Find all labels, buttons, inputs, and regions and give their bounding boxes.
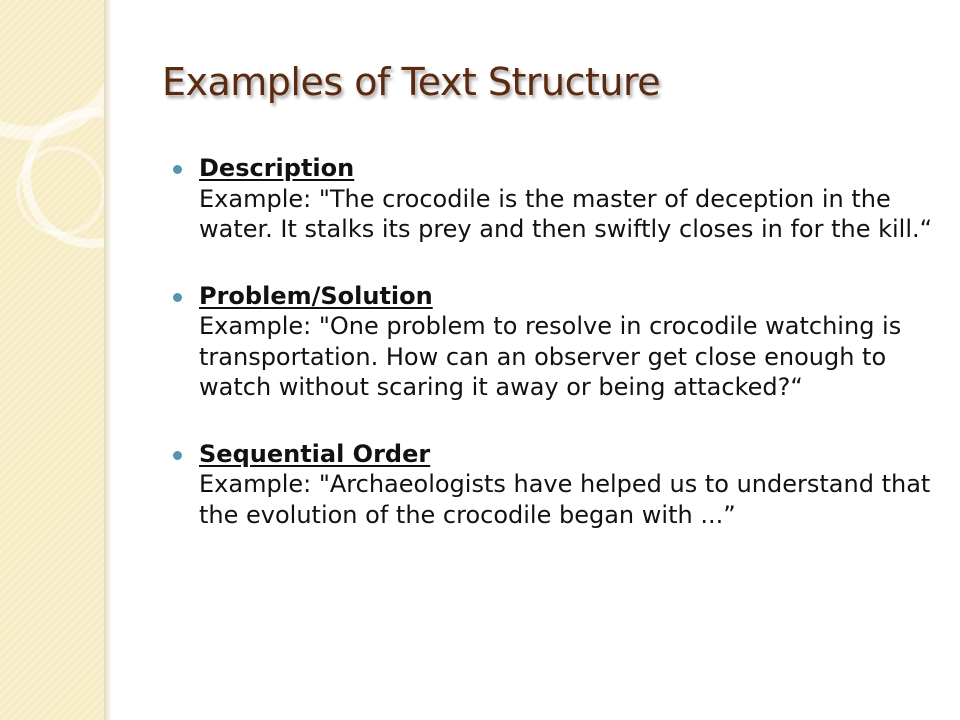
bullet-list	[170, 153, 940, 530]
sidebar-shadow	[104, 0, 112, 720]
item-example-text: Example: "One problem to resolve in crocodile watching is transportation. How can an observer get close enough to watch without scaring it away or being attacked?“	[199, 312, 902, 401]
item-heading: Problem/Solution	[199, 281, 433, 310]
decorative-circle-inner	[16, 146, 104, 236]
bullet-icon	[173, 451, 182, 460]
list-item-description	[170, 153, 940, 245]
item-example-text: Example: "Archaeologists have helped us to understand that the evolution of the crocodile began with ...”	[199, 470, 931, 529]
item-heading: Description	[199, 154, 355, 182]
decorative-sidebar	[0, 0, 104, 720]
item-heading: Sequential Order	[199, 439, 431, 468]
item-example-text: Example: "The crocodile is the master of deception in the water. It stalks its prey and then swiftly closes in for the kill.“	[199, 184, 933, 243]
slide-title: Examples of Text Structure	[162, 60, 661, 104]
bullet-icon	[173, 293, 182, 302]
bullet-icon	[173, 165, 182, 174]
list-item-sequential-order	[170, 439, 940, 531]
list-item-problem-solution	[170, 281, 940, 403]
